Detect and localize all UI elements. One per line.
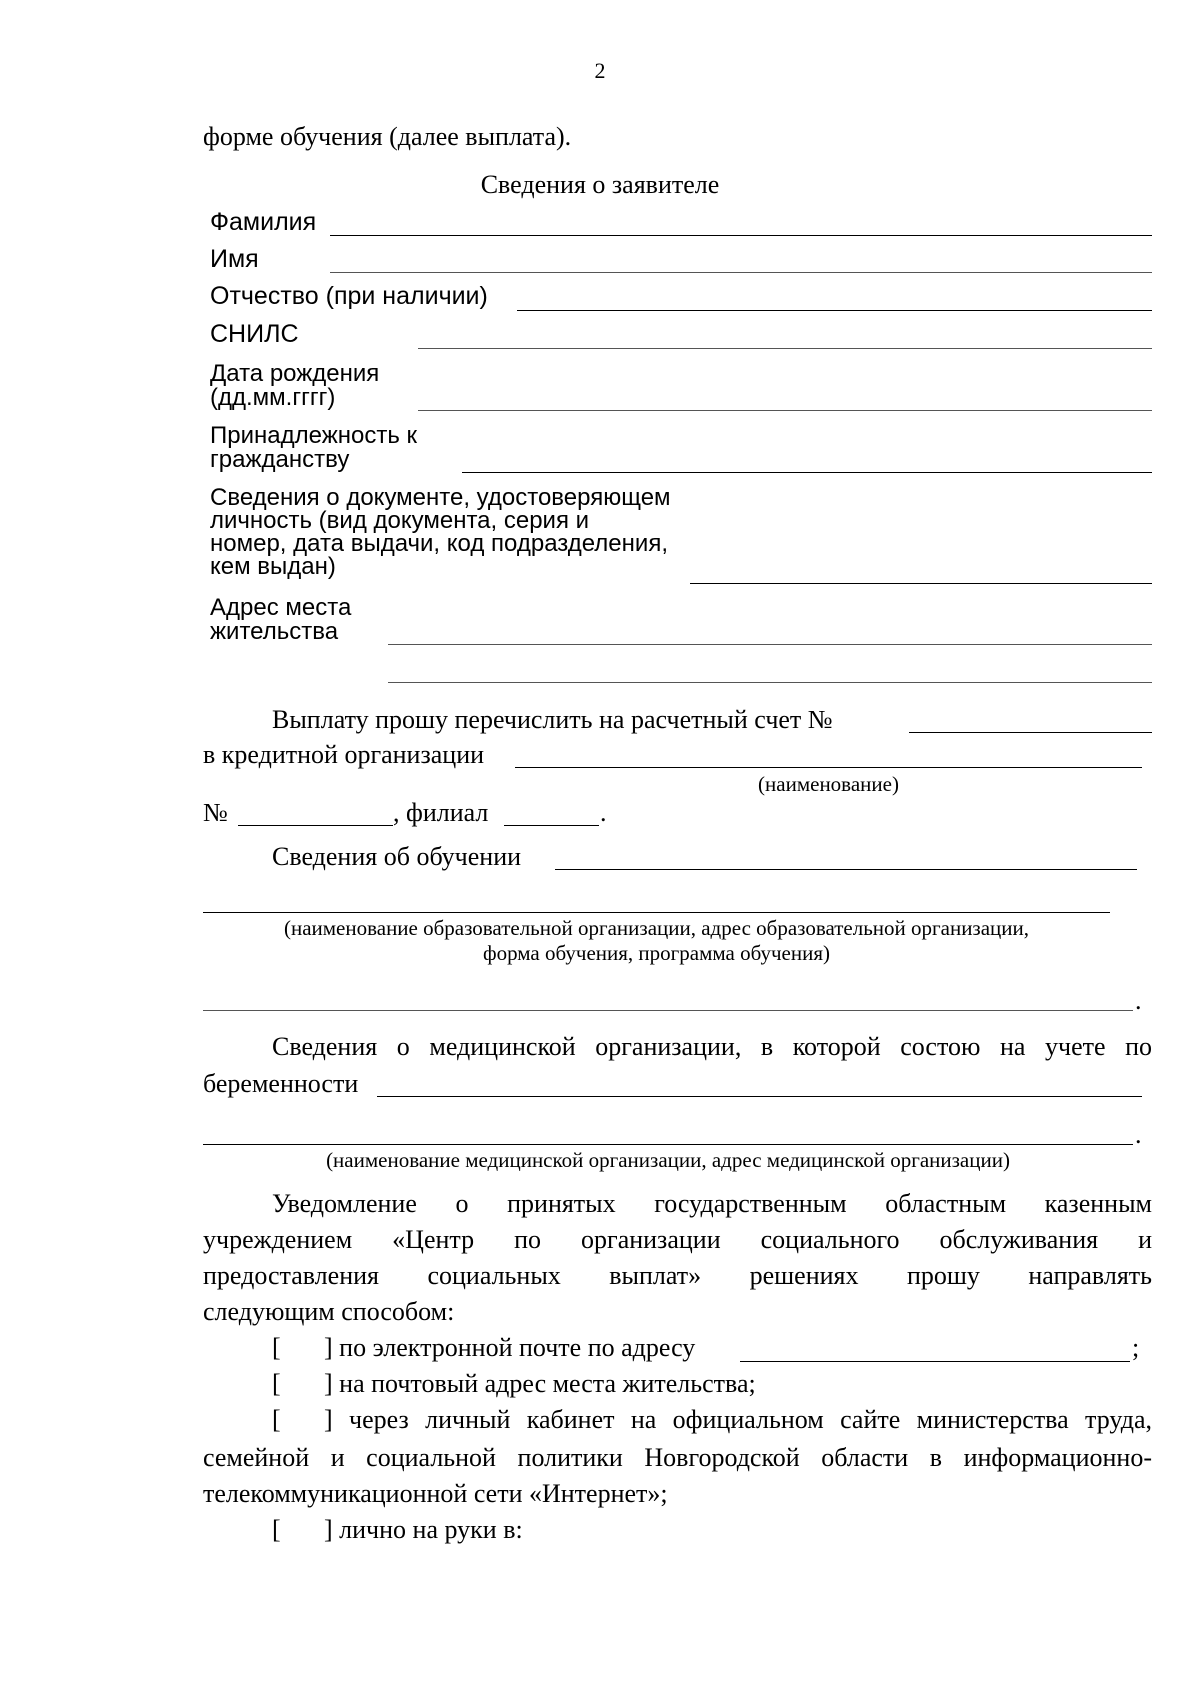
citizenship-field[interactable] — [462, 472, 1152, 473]
education-label: Сведения об обучении — [272, 842, 522, 871]
name-label: Имя — [210, 245, 259, 273]
account-number-field[interactable] — [909, 732, 1152, 733]
applicant-section-title: Сведения о заявителе — [480, 170, 720, 199]
address-label: Адрес места — [210, 594, 352, 621]
citizenship-label-2: гражданству — [210, 446, 350, 473]
notification-text-4: следующим способом: — [203, 1297, 455, 1326]
address-field-2[interactable] — [388, 682, 1152, 683]
education-caption-1: (наименование образовательной организации, адрес образовательной организации, — [283, 916, 1030, 940]
citizenship-label: Принадлежность к — [210, 422, 418, 449]
intro-text: форме обучения (далее выплата). — [203, 122, 572, 151]
patronymic-field[interactable] — [517, 310, 1152, 311]
address-label-2: жительства — [210, 618, 339, 645]
branch-text: , филиал — [393, 798, 489, 827]
birth-date-field[interactable] — [418, 410, 1152, 411]
account-text: Выплату прошу перечислить на расчетный счет № — [272, 705, 833, 734]
medical-caption: (наименование медицинской организации, адрес медицинской организации) — [326, 1148, 1010, 1172]
medical-text-2: беременности — [203, 1069, 359, 1098]
email-end: ; — [1132, 1333, 1140, 1362]
in-person-checkbox[interactable]: [ — [272, 1515, 281, 1544]
surname-field[interactable] — [330, 235, 1152, 236]
id-document-label: Сведения о документе, удостоверяющем — [210, 484, 671, 511]
bank-text: в кредитной организации — [203, 740, 485, 769]
option-email[interactable] — [272, 1333, 695, 1363]
education-end-dot: . — [1135, 986, 1142, 1015]
option-cabinet-label: ] через личный кабинет на официальном сайте министерства труда, — [324, 1405, 1152, 1434]
address-field[interactable] — [388, 644, 1152, 645]
option-in-person-label: ] лично на руки в: — [324, 1515, 523, 1544]
medical-field[interactable] — [377, 1096, 1142, 1097]
snils-field[interactable] — [418, 348, 1152, 349]
bank-name-field[interactable] — [515, 767, 1142, 768]
id-document-label-2: личность (вид документа, серия и — [210, 507, 590, 534]
page-number: 2 — [594, 58, 606, 83]
birth-date-label: Дата рождения — [210, 360, 380, 387]
cabinet-checkbox[interactable]: [ — [272, 1405, 281, 1434]
education-field[interactable] — [555, 869, 1137, 870]
bank-number-field[interactable] — [238, 825, 393, 826]
education-caption-2: форма обучения, программа обучения) — [483, 941, 830, 965]
branch-end-dot: . — [600, 798, 607, 827]
patronymic-label: Отчество (при наличии) — [210, 282, 488, 310]
medical-text-1: Сведения о медицинской организации, в которой состою на учете по — [272, 1032, 1152, 1061]
email-address-field[interactable] — [740, 1361, 1130, 1362]
option-cabinet[interactable] — [272, 1405, 1152, 1435]
education-field-3[interactable] — [203, 1010, 1133, 1011]
id-document-label-4: кем выдан) — [210, 553, 336, 580]
option-post-label: ] на почтовый адрес места жительства; — [324, 1369, 756, 1398]
option-cabinet-text-2: семейной и социальной политики Новгородской области в информационно- — [203, 1443, 1152, 1472]
bank-caption: (наименование) — [758, 772, 899, 796]
name-field[interactable] — [330, 272, 1152, 273]
branch-field[interactable] — [504, 825, 599, 826]
option-email-label: ] по электронной почте по адресу — [324, 1333, 696, 1362]
post-checkbox[interactable]: [ — [272, 1369, 281, 1398]
id-document-field[interactable] — [690, 583, 1152, 584]
surname-label: Фамилия — [210, 208, 317, 236]
medical-field-2[interactable] — [203, 1144, 1133, 1145]
option-in-person[interactable] — [272, 1515, 523, 1545]
email-checkbox[interactable]: [ — [272, 1333, 281, 1362]
snils-label: СНИЛС — [210, 320, 299, 348]
notification-text-1: Уведомление о принятых государственным областным казенным — [272, 1189, 1152, 1218]
education-field-2[interactable] — [203, 912, 1110, 913]
notification-text-2: учреждением «Центр по организации социального обслуживания и — [203, 1225, 1152, 1254]
number-sign: № — [203, 798, 228, 827]
option-post[interactable] — [272, 1369, 756, 1399]
option-cabinet-text-3: телекоммуникационной сети «Интернет»; — [203, 1479, 668, 1508]
birth-date-format: (дд.мм.гггг) — [210, 384, 336, 411]
medical-end-dot: . — [1135, 1120, 1142, 1149]
id-document-label-3: номер, дата выдачи, код подразделения, — [210, 530, 668, 557]
notification-text-3: предоставления социальных выплат» решениях прошу направлять — [203, 1261, 1152, 1290]
